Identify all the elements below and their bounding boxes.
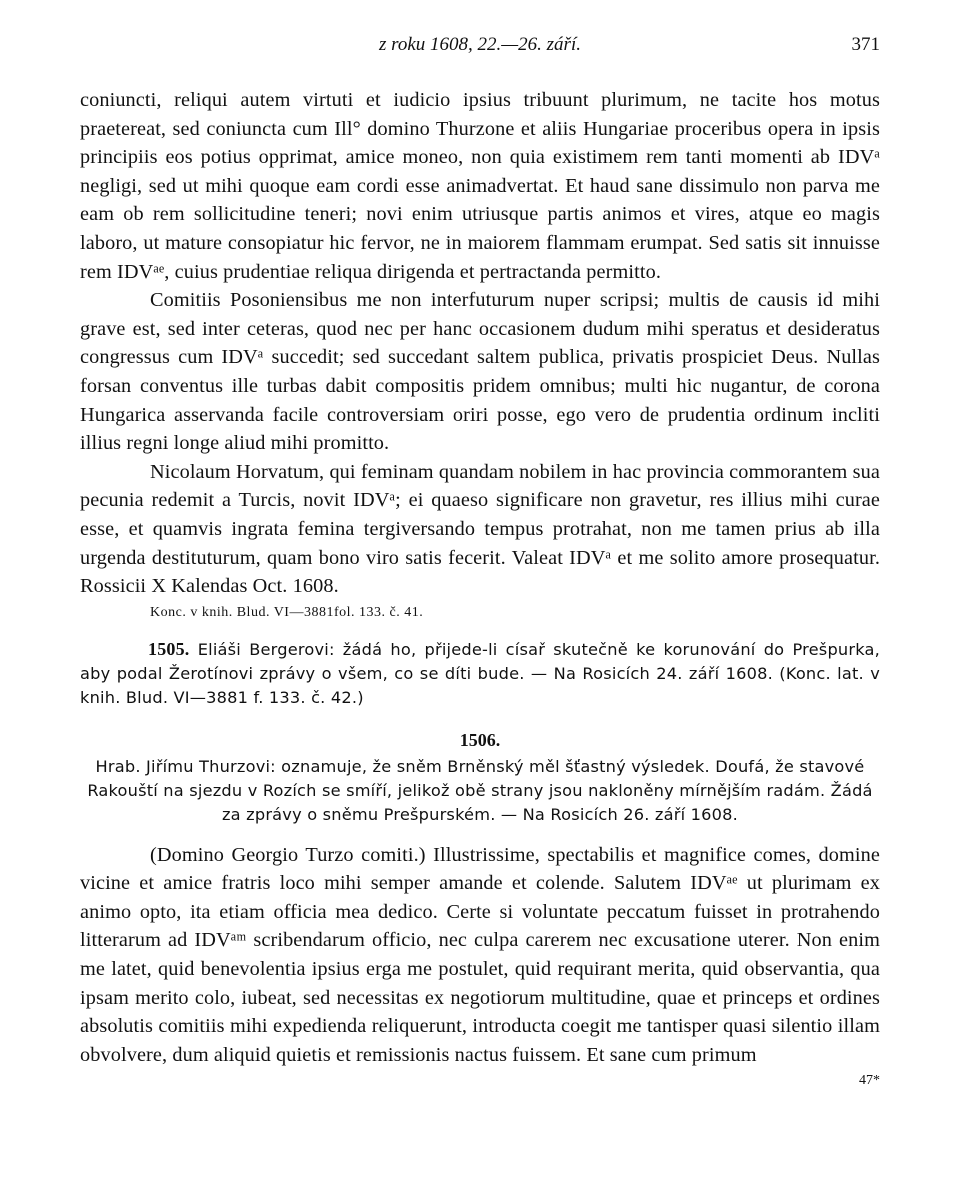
running-head: [80, 30, 880, 60]
paragraph-horvatum: Nicolaum Horvatum, qui feminam quandam nobilem in hac provincia commorantem sua pecunia redemit a Turcis, novit IDVᵃ; ei quaeso significare non gravetur, res illius mihi curae esse, et quamvis ingrata femina tergiversando tempus protrahat, non me tamen prius ab illa urgenda destituturum, quam bono viro satis fecerit. Valeat IDVᵃ et me solito amore prosequatur. Rossicii X Kalendas Oct. 1608.: [80, 460, 880, 598]
entry-summary: Eliáši Bergerovi: žádá ho, přijede-li císař skutečně ke korunování do Prešpurka, aby podal Žerotínovi zprávy o všem, co se díti bude. — Na Rosicích 24. září 1608. (Konc. lat. v knih. Blud. VI—3881 f. 133. č. 42.): [80, 639, 880, 707]
page-number: 371: [851, 34, 880, 55]
entry-1506-summary: Hrab. Jiřímu Thurzovi: oznamuje, že sněm Brněnský měl šťastný výsledek. Doufá, že stavové Rakouští na sjezdu v Rozích se smíří, jelikož obě strany jsou nakloněny mírnějším radám. Žádá za zprávy o sněmu Prešpurském. — Na Rosicích 26. září 1608.: [87, 756, 873, 824]
paragraph-continuation: coniuncti, reliqui autem virtuti et iudicio ipsius tribuunt plurimum, ne tacite hos motus praetereat, sed coniuncta cum Ill° domino Thurzone et aliis Hungariae proceribus opera in ipsis principiis eos potius opprimat, amice moneo, non quia existimem rem tanti momenti ab IDVᵃ negligi, sed ut mihi quoque eam cordi esse animadvertat. Et haud sane dissimulo non parva me eam ob rem sollicitudine teneri; novi enim utriusque partis animos et vires, atque eo magis laboro, ut mature consopiatur hic fervor, ne in maiorem flammam erumpat. Sed satis sit innuisse rem IDVᵃᵉ, cuius prudentiae reliqua dirigenda et pertractanda permitto.: [80, 89, 880, 283]
entry-number: 1505.: [148, 638, 190, 659]
entry-number-1506: 1506.: [459, 729, 501, 750]
running-title: z roku 1608, 22.—26. září.: [379, 34, 581, 55]
letter-text: (Domino Georgio Turzo comiti.) Illustrissime, spectabilis et magnifice comes, domine vicine et amice fratris loco mihi semper amande et colende. Salutem IDVᵃᵉ ut plurimam ex animo opto, ita etiam officia mea dedico. Certe si voluntate peccatum fuisset in protrahendo litterarum ad IDVᵃᵐ scribendarum officio, nec culpa carerem nec excusatione uterer. Non enim me latet, quid benevolentia ipsius erga me postulet, quid requirant merita, quid observantia, qua ipsam merito colo, iubeat, sed necessitas ex negotiorum multitudine, quae et princeps et ordines absolutis comitiis mihi expedienda reliquerunt, introducta coegit me tantisper quasi silentio illam obvolvere, dum aliquid quietis et remissionis nactus fuissem. Et sane cum primum: [80, 843, 880, 1066]
source-note: Konc. v knih. Blud. VI—3881fol. 133. č. 41.: [150, 604, 424, 620]
signature-mark: 47*: [859, 1073, 880, 1089]
document-page: [80, 30, 880, 1089]
entry-1505: [80, 637, 880, 710]
paragraph-comitia: Comitiis Posoniensibus me non interfuturum nuper scripsi; multis de causis id mihi grave est, sed inter ceteras, quod nec per hanc occasionem dudum mihi speratus et desideratus congressus cum IDVᵃ succedit; sed succedant saltem publica, privatis prospiciet Deus. Nullas forsan conventus ille turbas dabit compositis pridem omnibus; multi hic nugantur, de corona Hungarica asservanda facile controversiam oriri posse, ego vero de prudentia ordinum incliti illius regni longe aliud mihi promitto.: [80, 289, 880, 455]
